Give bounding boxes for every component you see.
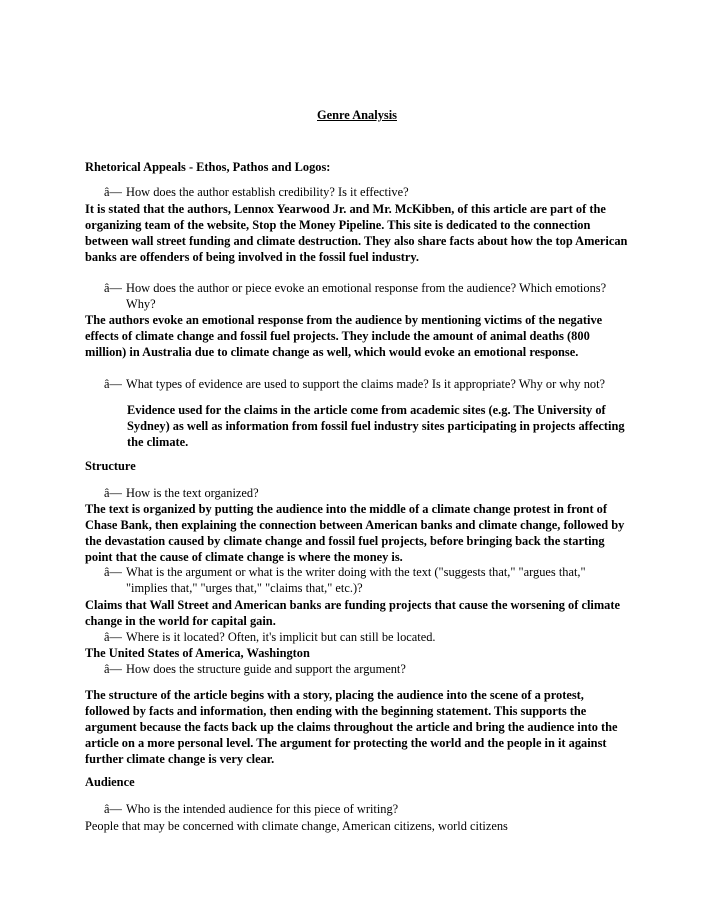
answer-argument: Claims that Wall Street and American banks are funding projects that cause the worsening of climate change in the world for capital gain. — [85, 598, 620, 628]
answer-evidence: Evidence used for the claims in the article come from academic sites (e.g. The University of Sydney) as well as information from fossil fuel industry sites participating in projects affecting the climate. — [127, 403, 625, 449]
question-audience — [104, 801, 630, 817]
answer-credibility: It is stated that the authors, Lennox Yearwood Jr. and Mr. McKibben, of this article are part of the organizing team of the website, Stop the Money Pipeline. This site is dedicated to the connection between wall street funding and climate destruction. They also share facts about how the top American banks are offenders of being involved in the fossil fuel industry. — [85, 202, 628, 264]
answer-emotional-response: The authors evoke an emotional response from the audience by mentioning victims of the negative effects of climate change and fossil fuel projects. They include the amount of animal deaths (800 million) in Australia due to climate change as well, which would evoke an emotional response. — [85, 313, 603, 359]
question-credibility — [104, 184, 630, 200]
section-heading-structure: Structure — [85, 459, 136, 473]
bullet-icon: â— — [104, 662, 122, 676]
question-text: What types of evidence are used to support the claims made? Is it appropriate? Why or why not? — [126, 377, 606, 391]
question-structure-support — [104, 661, 630, 677]
bullet-icon: â— — [104, 185, 122, 199]
question-argument — [104, 564, 630, 596]
answer-audience: People that may be concerned with climate change, American citizens, world citizens — [85, 819, 508, 833]
answer-structure-support: The structure of the article begins with a story, placing the audience into the scene of a protest, followed by facts and information, then ending with the beginning statement. This supports the argument because the facts back up the claims throughout the article and bring the audience into the article on a more personal level. The argument for protecting the world and the people in it against further climate change is very clear. — [85, 688, 618, 766]
question-organization — [104, 485, 630, 501]
bullet-icon: â— — [104, 565, 122, 579]
question-text: How does the author or piece evoke an emotional response from the audience? Which emotions? Why? — [126, 281, 607, 311]
answer-organization: The text is organized by putting the audience into the middle of a climate change protest in front of Chase Bank, then explaining the connection between American banks and climate change, followed by the devastation caused by climate change and fossil fuel projects, before bringing back the starting point that the cause of climate change is where the money is. — [85, 502, 625, 564]
bullet-icon: â— — [104, 281, 122, 295]
bullet-icon: â— — [104, 802, 122, 816]
question-text: How does the structure guide and support the argument? — [126, 662, 406, 676]
answer-location: The United States of America, Washington — [85, 646, 310, 660]
question-text: How does the author establish credibility? Is it effective? — [126, 185, 409, 199]
question-text: Who is the intended audience for this piece of writing? — [126, 802, 399, 816]
section-heading-audience: Audience — [85, 775, 135, 789]
question-evidence — [104, 376, 630, 392]
question-location — [104, 629, 630, 645]
bullet-icon: â— — [104, 377, 122, 391]
question-text: Where is it located? Often, it's implicit but can still be located. — [126, 630, 436, 644]
question-text: How is the text organized? — [126, 486, 259, 500]
question-text: What is the argument or what is the writer doing with the text ("suggests that," "argues that," "implies that," "urges that," "claims that," etc.)? — [126, 565, 586, 595]
bullet-icon: â— — [104, 630, 122, 644]
bullet-icon: â— — [104, 486, 122, 500]
section-heading-rhetorical: Rhetorical Appeals - Ethos, Pathos and Logos: — [85, 160, 331, 174]
document-title: Genre Analysis — [317, 108, 397, 122]
question-emotional-response — [104, 280, 630, 312]
